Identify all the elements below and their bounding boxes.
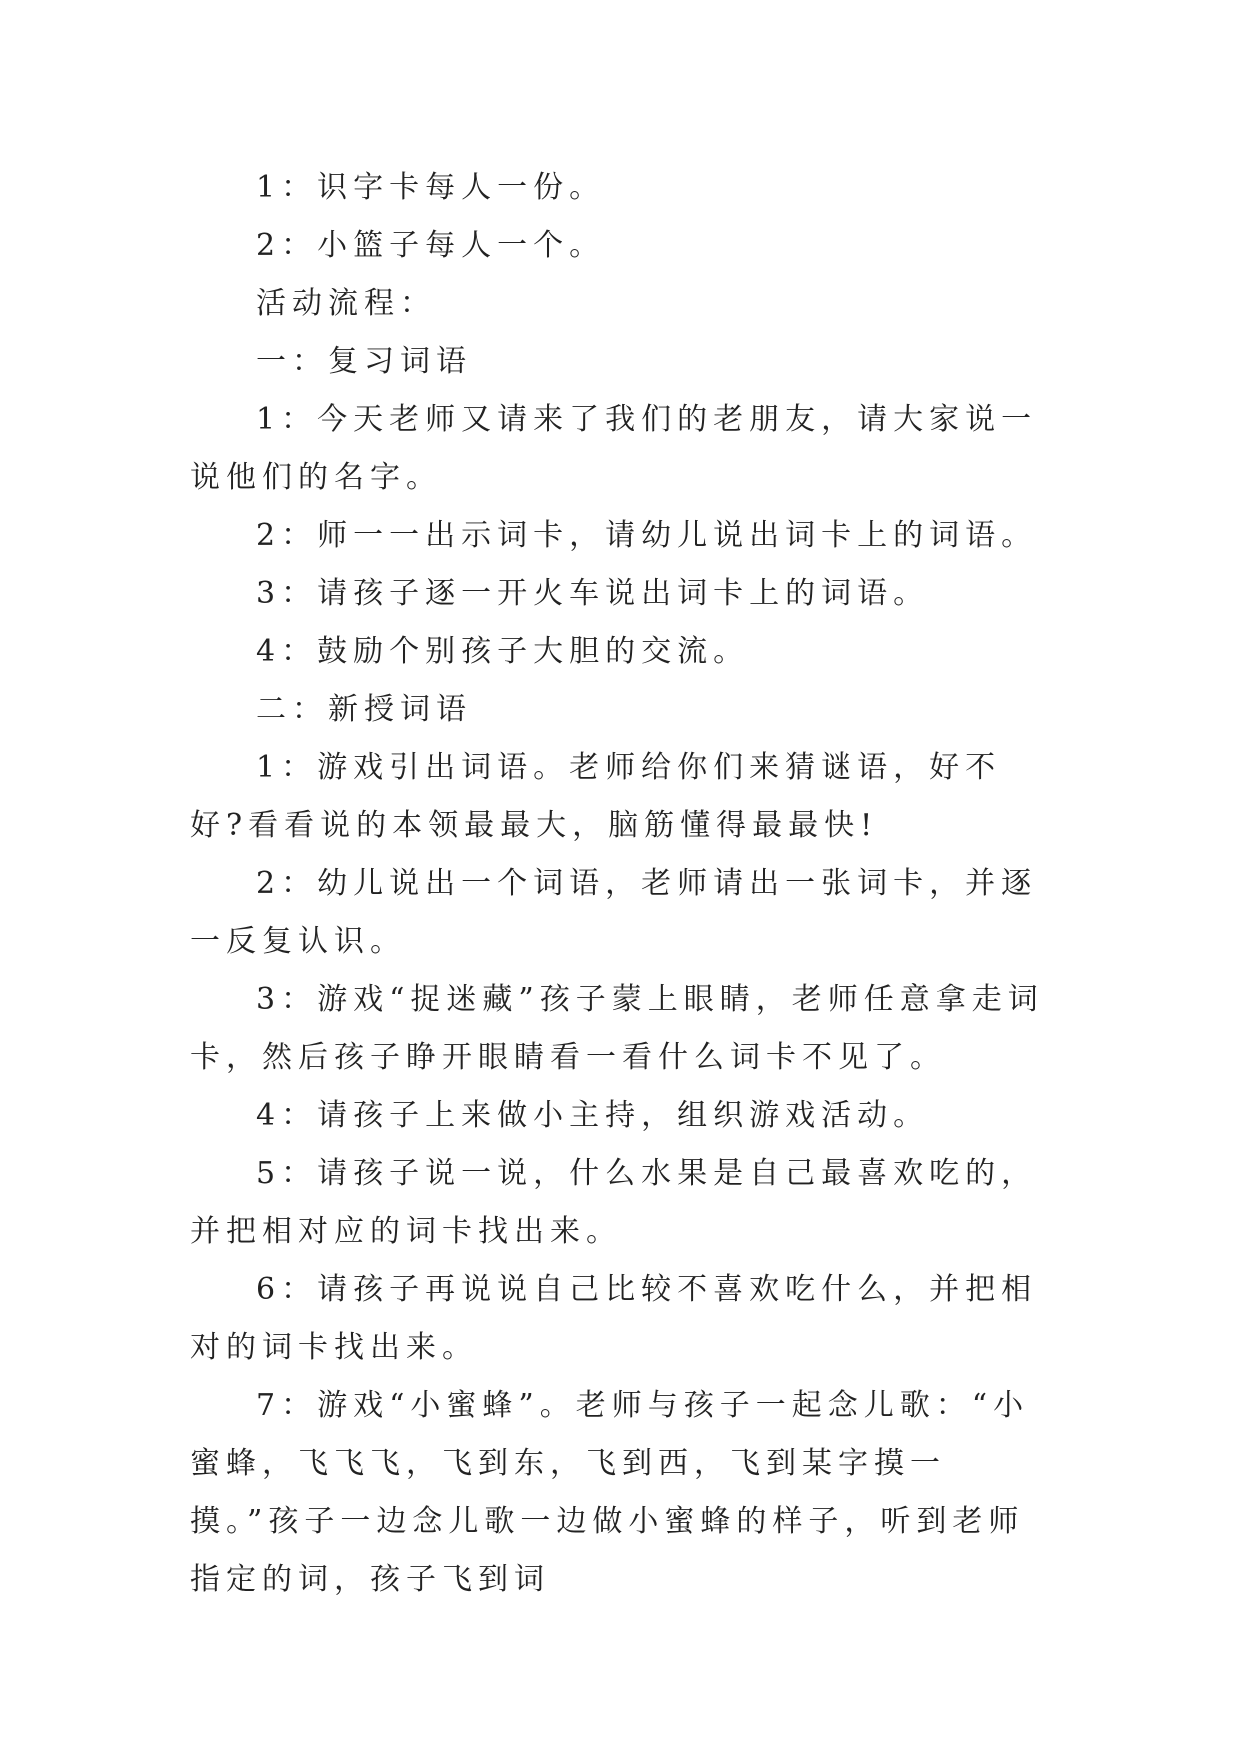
section-heading-review: 一：复习词语 — [256, 344, 472, 379]
paragraph-materials-1: 1：识字卡每人一份。 — [256, 170, 606, 205]
section-heading-activity-flow: 活动流程： — [256, 286, 436, 321]
document-body — [190, 159, 1050, 1609]
paragraph-review-1: 1：今天老师又请来了我们的老朋友，请大家说一说他们的名字。 — [190, 402, 1038, 495]
paragraph-new-3: 3：游戏“捉迷藏”孩子蒙上眼睛，老师任意拿走词卡，然后孩子睁开眼睛看一看什么词卡不见了。 — [190, 982, 1044, 1075]
paragraph-review-3: 3：请孩子逐一开火车说出词卡上的词语。 — [256, 576, 930, 611]
paragraph-review-2: 2：师一一出示词卡，请幼儿说出词卡上的词语。 — [256, 518, 1038, 553]
paragraph-new-2: 2：幼儿说出一个词语，老师请出一张词卡，并逐一反复认识。 — [190, 866, 1038, 959]
paragraph-new-4: 4：请孩子上来做小主持，组织游戏活动。 — [256, 1098, 930, 1133]
paragraph-materials-2: 2：小篮子每人一个。 — [256, 228, 606, 263]
paragraph-review-4: 4：鼓励个别孩子大胆的交流。 — [256, 634, 750, 669]
paragraph-new-5: 5：请孩子说一说，什么水果是自己最喜欢吃的，并把相对应的词卡找出来。 — [190, 1156, 1038, 1249]
paragraph-new-1: 1：游戏引出词语。老师给你们来猜谜语，好不好?看看说的本领最最大，脑筋懂得最最快! — [190, 750, 1002, 843]
section-heading-new-words: 二：新授词语 — [256, 692, 472, 727]
paragraph-new-7: 7：游戏“小蜜蜂”。老师与孩子一起念儿歌：“小蜜蜂，飞飞飞，飞到东，飞到西，飞到某字摸一摸。”孩子一边念儿歌一边做小蜜蜂的样子，听到老师指定的词，孩子飞到词 — [190, 1388, 1030, 1597]
paragraph-new-6: 6：请孩子再说说自己比较不喜欢吃什么，并把相对的词卡找出来。 — [190, 1272, 1038, 1365]
